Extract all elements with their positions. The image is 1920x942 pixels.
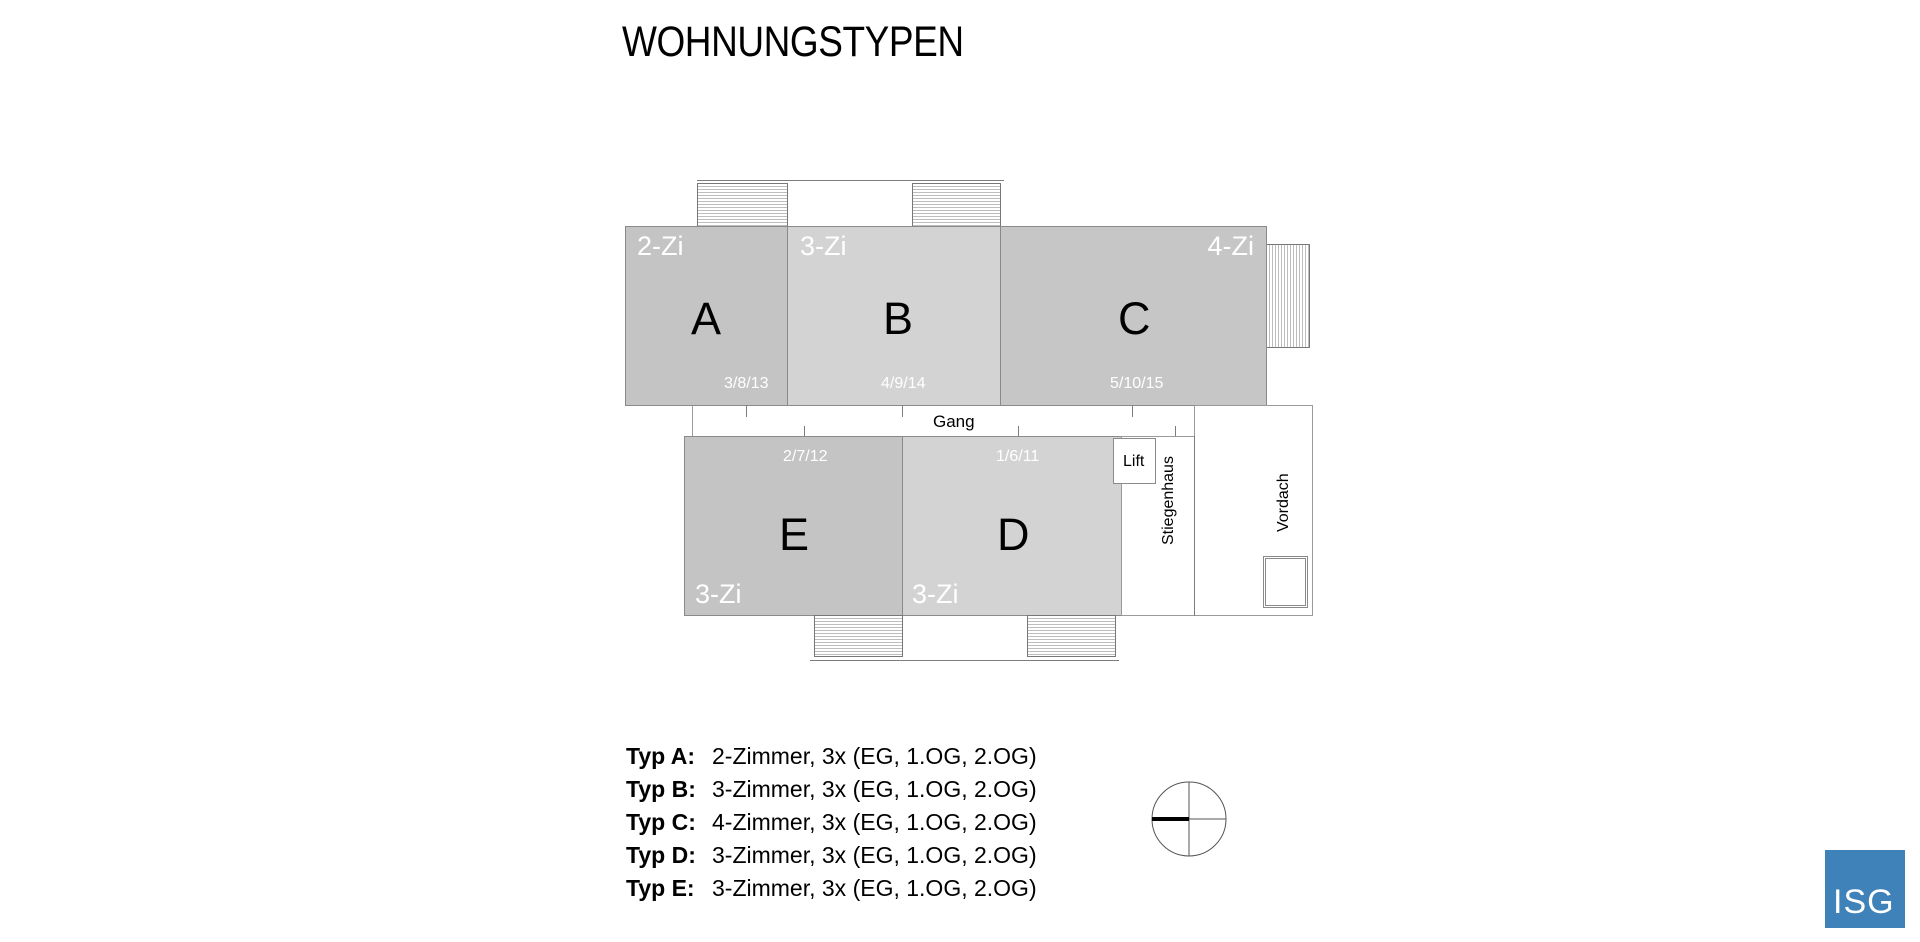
corridor-label: Gang <box>933 412 975 431</box>
compass-icon <box>1148 778 1230 860</box>
balcony-d <box>1027 615 1116 657</box>
lift-label: Lift <box>1123 453 1145 470</box>
canopy-label: Vordach <box>1275 473 1292 532</box>
unit-c[interactable] <box>1000 226 1267 406</box>
legend-row-e: Typ E: 3-Zimmer, 3x (EG, 1.OG, 2.OG) <box>626 875 1037 901</box>
stair-wall <box>1194 436 1195 616</box>
unit-a-rooms: 2-Zi <box>637 231 684 261</box>
unit-b-floors: 4/9/14 <box>881 375 926 392</box>
balcony-a <box>697 183 788 227</box>
legend-row-b: Typ B: 3-Zimmer, 3x (EG, 1.OG, 2.OG) <box>626 776 1037 802</box>
canopy-label-wrap <box>1275 473 1293 532</box>
unit-b[interactable] <box>787 226 1001 406</box>
unit-e-floors: 2/7/12 <box>783 448 828 465</box>
lift <box>1113 438 1156 484</box>
unit-d[interactable] <box>902 436 1122 616</box>
isg-logo-text: ISG <box>1833 883 1895 921</box>
unit-d-letter: D <box>997 509 1030 560</box>
door-tick-c <box>1132 405 1133 417</box>
unit-a-floors: 3/8/13 <box>724 375 769 392</box>
unit-b-rooms: 3-Zi <box>800 231 847 261</box>
legend-desc-a: 2-Zimmer, 3x (EG, 1.OG, 2.OG) <box>712 743 1037 769</box>
canopy-box <box>1263 556 1308 608</box>
legend-typ-a: Typ A <box>626 743 688 769</box>
balcony-c <box>1266 244 1310 348</box>
isg-logo <box>1825 850 1905 928</box>
unit-b-letter: B <box>883 293 914 344</box>
door-tick-b <box>902 405 903 417</box>
legend-row-c: Typ C: 4-Zimmer, 3x (EG, 1.OG, 2.OG) <box>626 809 1037 835</box>
legend-typ-e: Typ E <box>626 875 687 901</box>
legend-row-a: Typ A: 2-Zimmer, 3x (EG, 1.OG, 2.OG) <box>626 743 1037 769</box>
unit-a-letter: A <box>691 293 722 344</box>
unit-e[interactable] <box>684 436 903 616</box>
stairhouse-label-wrap <box>1160 456 1178 545</box>
legend-desc-e: 3-Zimmer, 3x (EG, 1.OG, 2.OG) <box>712 875 1037 901</box>
balcony-outline-bottom <box>810 660 1119 661</box>
legend-typ-b: Typ B <box>626 776 689 802</box>
legend-desc-d: 3-Zimmer, 3x (EG, 1.OG, 2.OG) <box>712 842 1037 868</box>
legend <box>626 740 1037 905</box>
stairhouse-label: Stiegenhaus <box>1160 456 1177 545</box>
balcony-e <box>814 615 903 657</box>
unit-c-rooms: 4-Zi <box>1207 231 1254 261</box>
unit-e-letter: E <box>779 509 810 560</box>
legend-row-d: Typ D: 3-Zimmer, 3x (EG, 1.OG, 2.OG) <box>626 842 1037 868</box>
legend-desc-c: 4-Zimmer, 3x (EG, 1.OG, 2.OG) <box>712 809 1037 835</box>
legend-desc-b: 3-Zimmer, 3x (EG, 1.OG, 2.OG) <box>712 776 1037 802</box>
unit-a[interactable] <box>625 226 788 406</box>
unit-d-floors: 1/6/11 <box>996 448 1040 465</box>
balcony-b <box>912 183 1001 227</box>
unit-d-rooms: 3-Zi <box>912 579 959 609</box>
legend-typ-c: Typ C <box>626 809 689 835</box>
unit-e-rooms: 3-Zi <box>695 579 742 609</box>
unit-c-floors: 5/10/15 <box>1110 375 1164 392</box>
unit-c-letter: C <box>1118 293 1151 344</box>
door-tick-a <box>746 405 747 417</box>
balcony-outline-top <box>697 180 1004 181</box>
page-title: WOHNUNGSTYPEN <box>622 18 964 66</box>
legend-typ-d: Typ D <box>626 842 689 868</box>
